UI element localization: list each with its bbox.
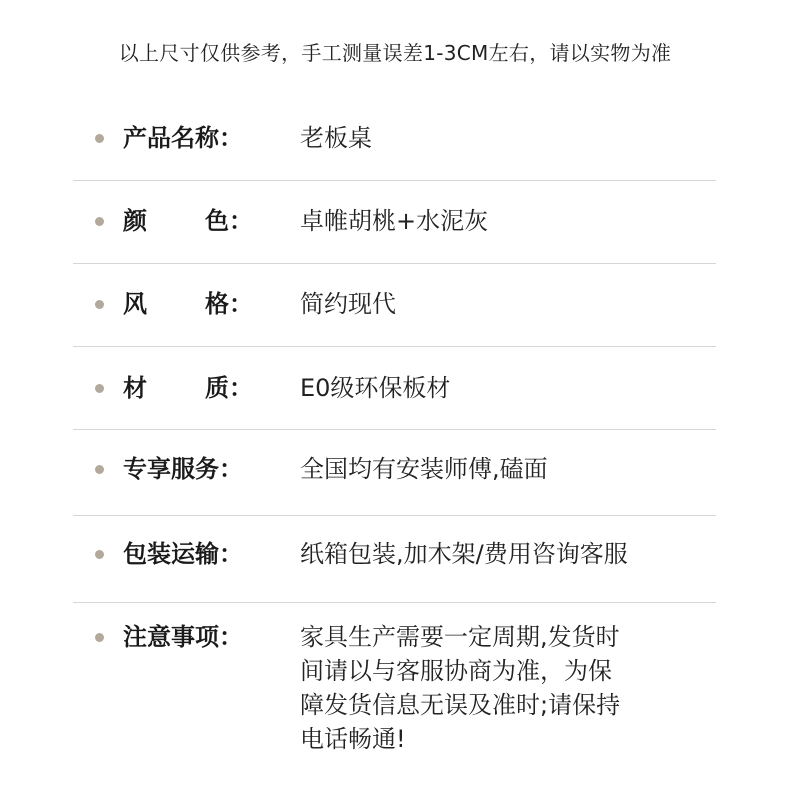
divider [73, 429, 716, 430]
spec-label [123, 620, 253, 654]
spec-label [123, 371, 253, 405]
spec-label-text: 注意事项： [123, 623, 243, 651]
spec-label-text: 产品名称： [123, 124, 243, 152]
bullet-dot [95, 465, 104, 474]
spec-value-line: 间请以与客服协商为准，为保 [300, 657, 612, 685]
divider [73, 346, 716, 347]
notice-text: 以上尺寸仅供参考，手工测量误差1-3CM左右，请以实物为准 [118, 41, 672, 65]
spec-label [123, 537, 253, 571]
spec-value: 全国均有安装师傅,磕面 [300, 455, 548, 483]
spec-label-text: 专享服务： [123, 455, 243, 483]
spec-label [123, 204, 253, 238]
divider [73, 180, 716, 181]
spec-value: 卓帷胡桃+水泥灰 [300, 207, 489, 235]
bullet-dot [95, 633, 104, 642]
spec-label-char-colon: 色： [205, 207, 253, 235]
spec-value: 老板桌 [300, 124, 372, 152]
spec-value-line: 障发货信息无误及准时;请保持 [300, 691, 621, 719]
spec-label-char: 材 [123, 374, 147, 402]
spec-value: 纸箱包装,加木架/费用咨询客服 [300, 540, 628, 568]
bullet-dot [95, 217, 104, 226]
spec-value: 简约现代 [300, 290, 396, 318]
spec-label-char: 风 [123, 290, 147, 318]
spec-value-line: 家具生产需要一定周期,发货时 [300, 623, 620, 651]
divider [73, 263, 716, 264]
spec-label [123, 452, 253, 486]
spec-value: E0级环保板材 [300, 374, 451, 402]
bullet-dot [95, 300, 104, 309]
spec-label-char-colon: 质： [205, 374, 253, 402]
spec-label [123, 121, 253, 155]
spec-label-char: 颜 [123, 207, 147, 235]
spec-label-char-colon: 格： [205, 290, 253, 318]
spec-value-multiline [300, 620, 680, 756]
spec-label-text: 包装运输： [123, 540, 243, 568]
divider [73, 515, 716, 516]
bullet-dot [95, 550, 104, 559]
bullet-dot [95, 384, 104, 393]
divider [73, 602, 716, 603]
spec-value-line: 电话畅通! [300, 725, 406, 753]
bullet-dot [95, 134, 104, 143]
spec-label [123, 287, 253, 321]
